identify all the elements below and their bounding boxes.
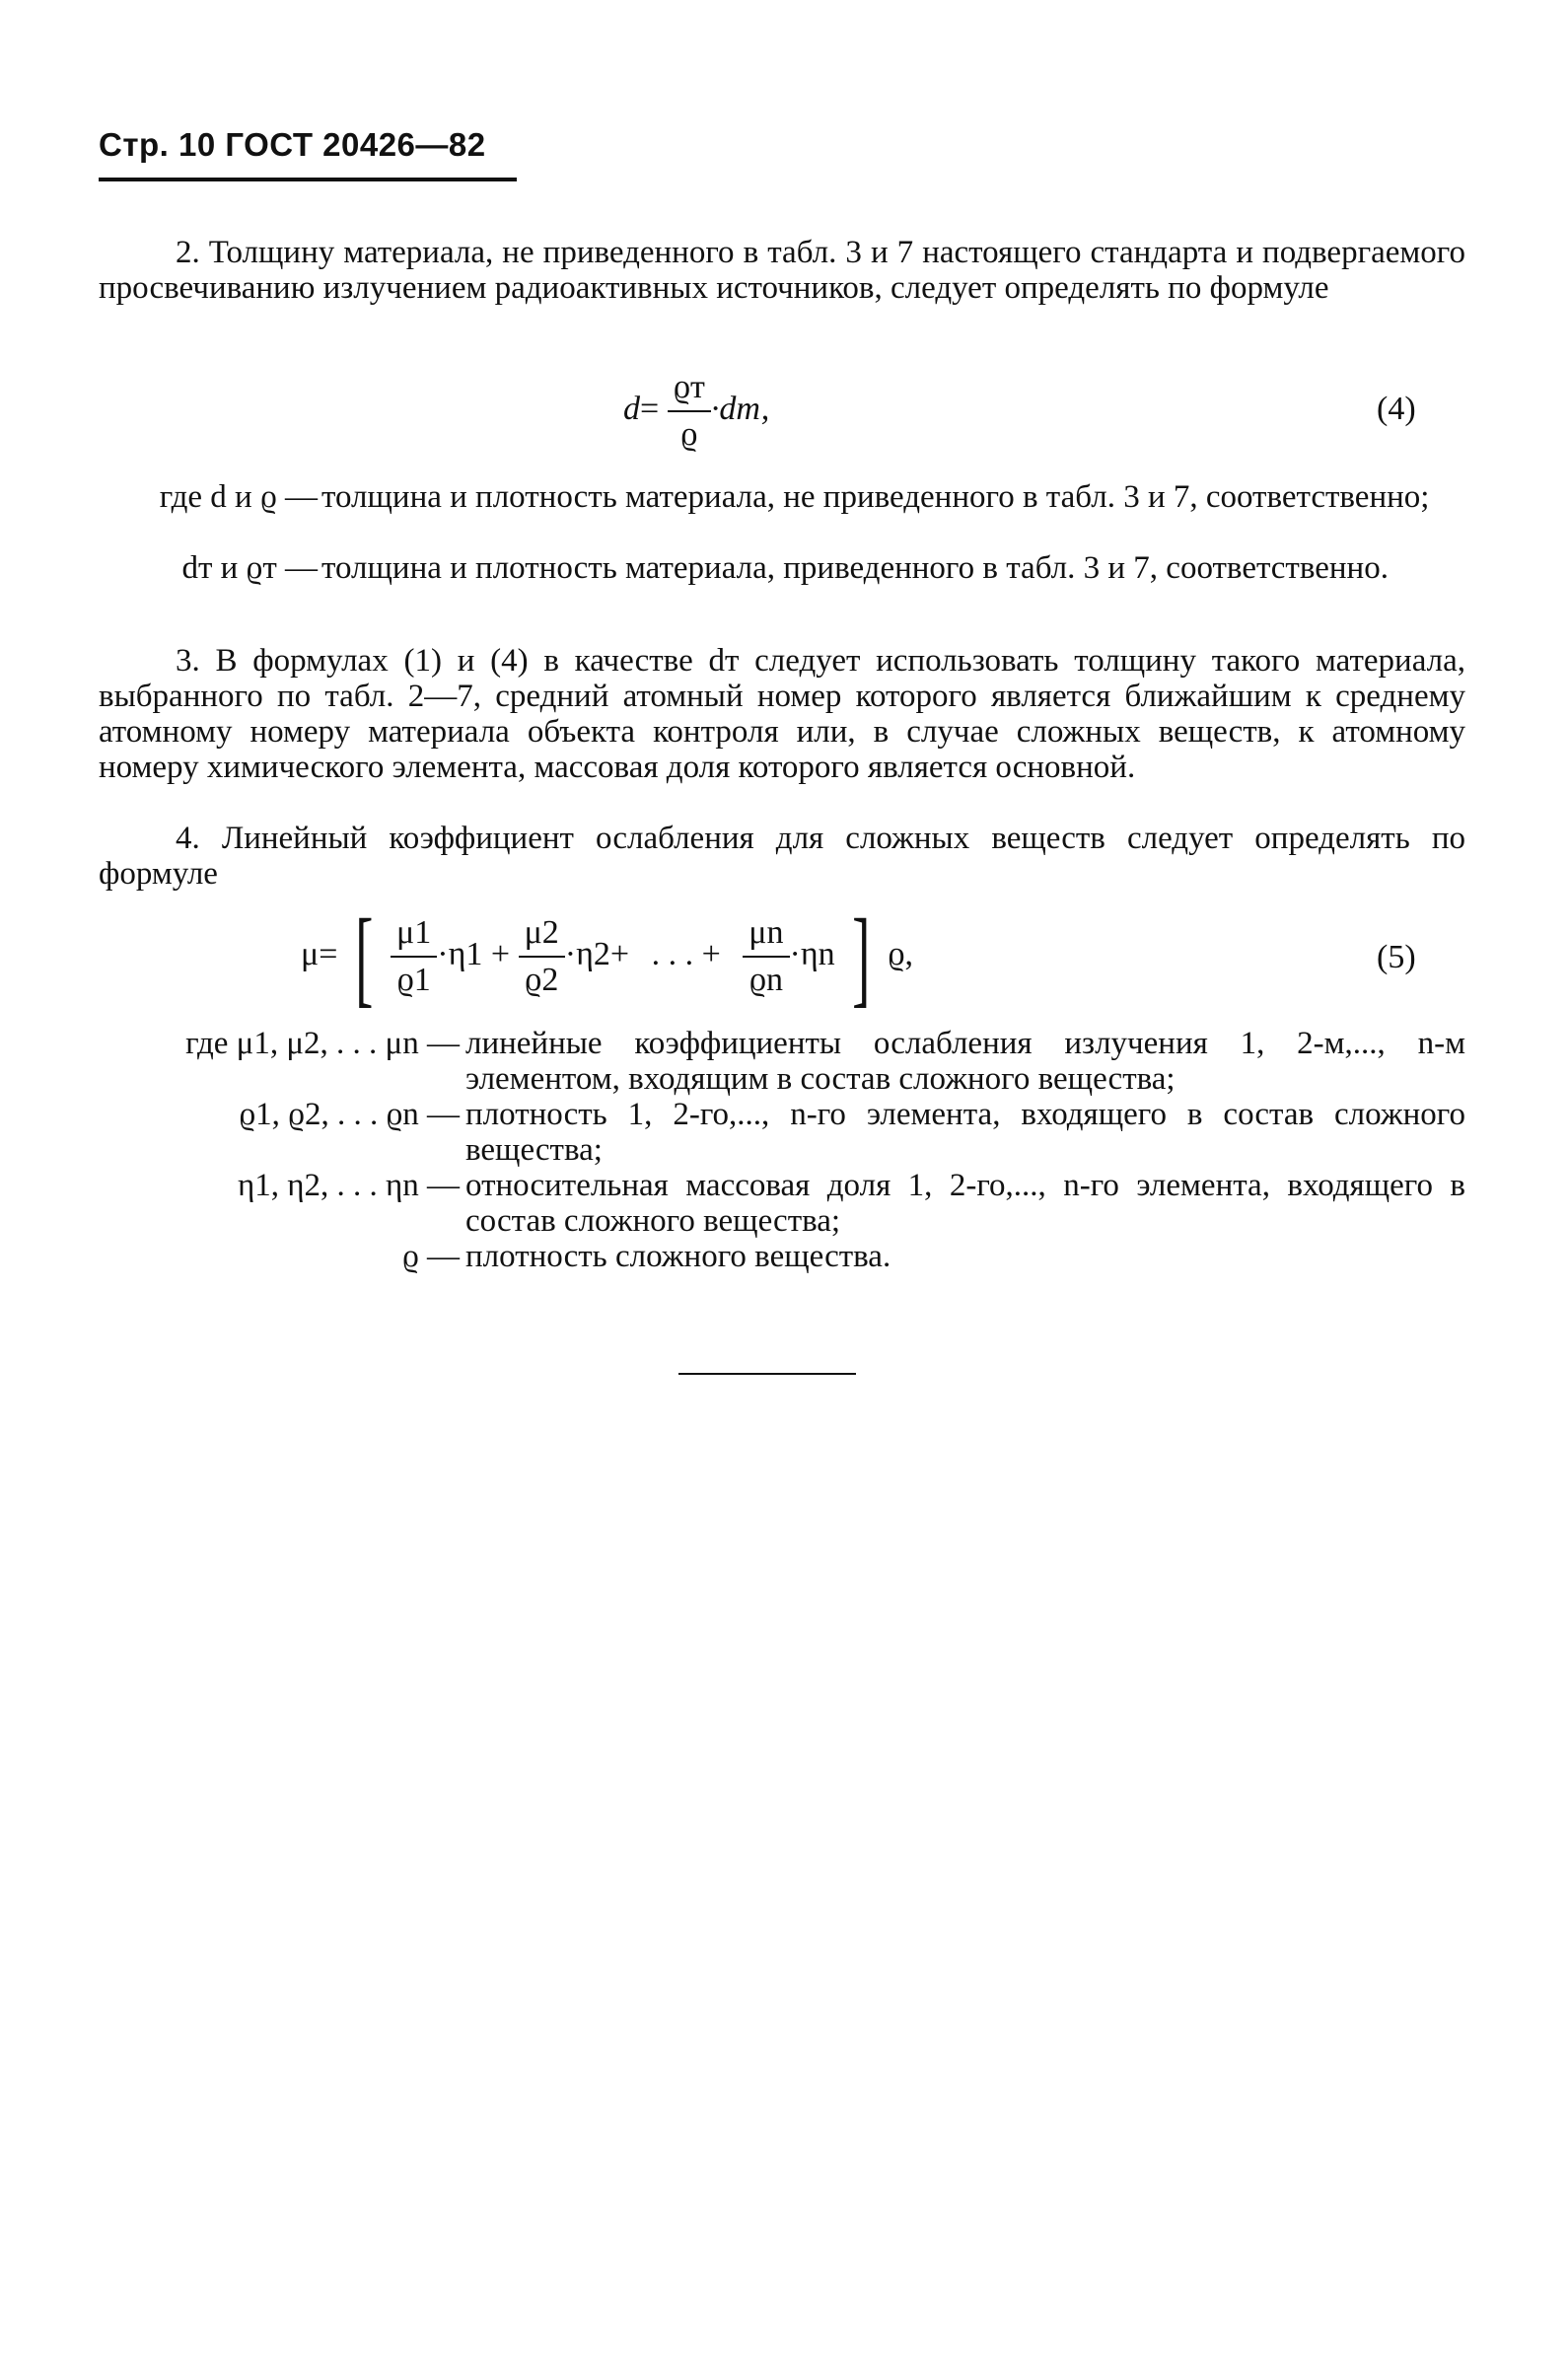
formula-5-rhs: ϱ, (888, 935, 914, 972)
right-bracket: ] (852, 896, 871, 1017)
formula-5-term-n (743, 914, 789, 999)
formula-5-number: (5) (1377, 939, 1416, 975)
formula-5-term-2-numerator: μ2 (519, 914, 565, 958)
definition-row (99, 1239, 1465, 1274)
definition-term: dт и ϱт — (181, 550, 318, 586)
formula-4-tail: ·dт, (710, 390, 770, 427)
header-rule (99, 178, 517, 181)
formula-4-eq: = (640, 390, 660, 427)
formula-4-numerator: ϱт (668, 369, 711, 412)
formula-4-number: (4) (1377, 391, 1416, 427)
definitions-5 (99, 1026, 1465, 1274)
definition-text: плотность сложного вещества. (465, 1239, 891, 1274)
formula-5-term-n-denominator: ϱn (748, 962, 784, 998)
paragraph-4 (99, 821, 1465, 892)
definition-row (99, 479, 1465, 550)
paragraph-3-text: 3. В формулах (1) и (4) в качестве dт следует использовать толщину такого материала, выбранного по табл. 2—7, средний атомный номер которого является ближайшим к среднему атомному номеру материала объекта контроля или, в случае сложных веществ, к атомному номеру химического элемента, массовая доля которого является основной. (99, 643, 1465, 785)
formula-4-denominator: ϱ (680, 416, 698, 453)
formula-5-term-1-tail: ·η1 + (437, 935, 511, 972)
formula-5-term-2-denominator: ϱ2 (525, 962, 559, 998)
definition-term: η1, η2, . . . ηn — (237, 1168, 460, 1203)
formula-5-term-2-tail: ·η2+ (564, 935, 630, 972)
definition-text: плотность 1, 2-го,..., n-го элемента, входящего в состав сложного вещества; (465, 1097, 1465, 1168)
page-header: Стр. 10 ГОСТ 20426—82 (99, 126, 486, 163)
formula-4 (623, 369, 769, 454)
definition-row (99, 550, 1465, 621)
paragraph-3 (99, 643, 1465, 785)
formula-4-lhs: d (623, 390, 640, 427)
definition-term: где μ1, μ2, . . . μn — (185, 1026, 460, 1061)
definition-row (99, 1097, 1465, 1168)
formula-5-term-1-denominator: ϱ1 (396, 962, 431, 998)
formula-5-lhs: μ= (301, 935, 338, 972)
left-bracket: [ (355, 896, 374, 1017)
definition-text: толщина и плотность материала, не приведенного в табл. 3 и 7, соответственно; (321, 479, 1430, 515)
end-rule (678, 1373, 856, 1375)
definition-text: относительная массовая доля 1, 2-го,..., n-го элемента, входящего в состав сложного вещества; (465, 1168, 1465, 1239)
formula-5-term-1-numerator: μ1 (391, 914, 437, 958)
definition-text: линейные коэффициенты ослабления излучения 1, 2-м,..., n-м элементом, входящим в состав сложного вещества; (465, 1026, 1465, 1097)
formula-5-dots: . . . + (651, 935, 721, 972)
formula-5-term-2 (519, 914, 565, 999)
formula-5 (301, 896, 914, 1017)
formula-5-term-n-tail: ·ηn (789, 935, 835, 972)
definition-row (99, 1026, 1465, 1097)
definition-term: ϱ1, ϱ2, . . . ϱn — (239, 1097, 460, 1132)
formula-5-term-n-numerator: μn (743, 914, 789, 958)
paragraph-4-text: 4. Линейный коэффициент ослабления для сложных веществ следует определять по формуле (99, 821, 1465, 892)
formula-5-term-1 (391, 914, 437, 999)
paragraph-2-text: 2. Толщину материала, не приведенного в табл. 3 и 7 настоящего стандарта и подвергаемого просвечиванию излучением радиоактивных источников, следует определять по формуле (99, 235, 1465, 306)
definition-row (99, 1168, 1465, 1239)
formula-4-fraction (668, 369, 711, 454)
definitions-4 (99, 479, 1465, 621)
paragraph-2 (99, 235, 1465, 306)
definition-text: толщина и плотность материала, приведенного в табл. 3 и 7, соответственно. (321, 550, 1389, 586)
definition-term: где d и ϱ — (159, 479, 318, 515)
definition-term: ϱ — (401, 1239, 460, 1274)
